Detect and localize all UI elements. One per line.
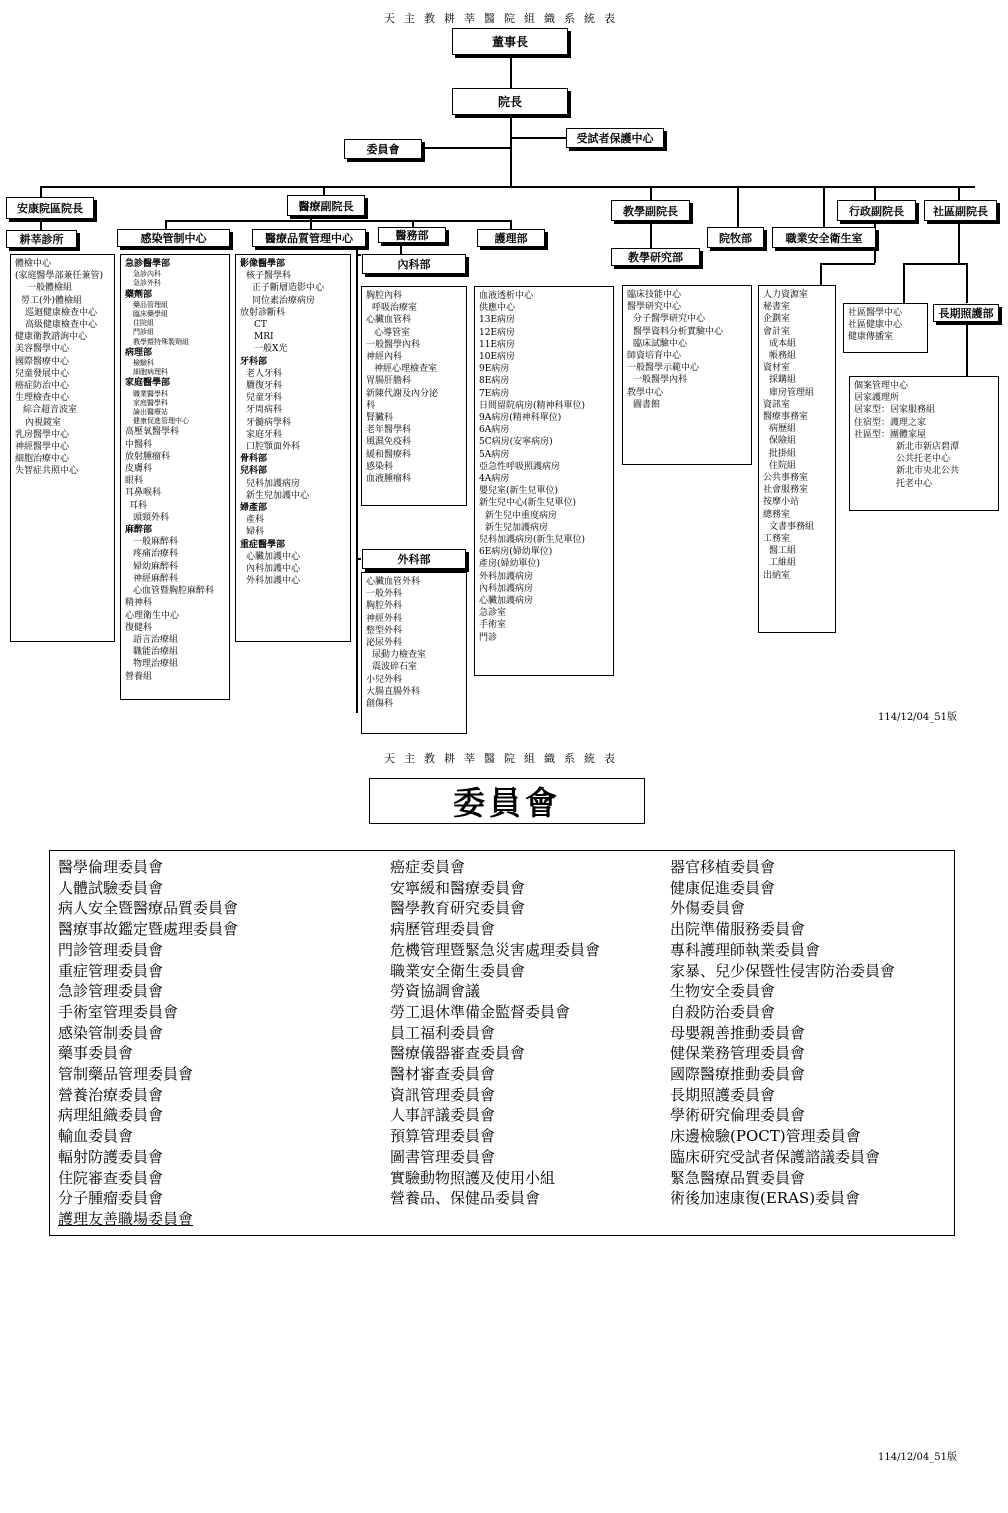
list-item: 小兒外科: [366, 674, 403, 685]
list-item: 4A病房: [479, 474, 510, 485]
list-item: 一般體檢組: [27, 283, 73, 294]
line: [650, 186, 652, 200]
list-item: 耳鼻喉科: [125, 488, 162, 499]
list-item: 頭頸外科: [133, 512, 170, 523]
line: [820, 263, 875, 265]
list-item: 兒科加護病房(新生兒單位): [479, 535, 586, 546]
committee-table: [49, 850, 955, 1236]
list-item: 一般醫學示範中心: [627, 363, 700, 374]
committee-item: 健康促進委員會: [670, 878, 776, 897]
surgery-list: [361, 572, 467, 734]
list-item: 國際醫療中心: [15, 356, 70, 367]
list-item: 胸腔內科: [366, 291, 403, 301]
committee-item: 自殺防治委員會: [670, 1002, 776, 1021]
committee-item: 病人安全暨醫療品質委員會: [58, 899, 239, 918]
list-item: 職業醫學科: [133, 389, 168, 398]
line: [510, 114, 512, 186]
list-item: 新北市新店碧潭: [896, 442, 960, 453]
list-item: 資材室: [763, 363, 791, 374]
committee-item: 醫療事故鑑定暨處理委員會: [58, 920, 239, 939]
list-item: 骨科部: [240, 454, 268, 465]
line: [958, 221, 960, 263]
list-item: 6E病房(婦幼單位): [479, 547, 553, 558]
medical-vp-box: 醫療副院長: [287, 195, 365, 216]
list-item: 眼科: [125, 476, 144, 487]
page-title: 天主教耕莘醫院組織系統表: [384, 12, 624, 25]
committee-item: 圖書管理委員會: [390, 1147, 496, 1166]
list-item: 綜合超音波室: [23, 405, 78, 416]
list-item: 婦幼麻醉科: [133, 561, 179, 572]
list-item: 疼痛治療科: [133, 549, 179, 560]
list-item: 臨床藥學組: [133, 310, 168, 319]
list-item: 泌尿外科: [366, 638, 403, 649]
list-item: 托老中心: [896, 478, 933, 489]
list-item: 臨床技能中心: [627, 290, 682, 300]
medical-affairs-box: 醫務部: [378, 227, 446, 243]
list-item: 生理檢查中心: [15, 393, 70, 404]
list-item: 胸腔外科: [366, 601, 403, 612]
list-item: 心臟加護病房: [479, 596, 534, 607]
list-item: 按摩小站: [763, 497, 800, 508]
list-item: 新生兒中重度病房: [485, 510, 558, 521]
line: [966, 263, 968, 303]
list-item: 住院組: [769, 460, 797, 471]
list-item: 社會服務室: [763, 485, 809, 496]
list-item: 檢驗科: [133, 359, 154, 368]
list-item: 兒科加護病房: [246, 478, 301, 489]
committee-item: 臨床研究受試者保護諮議委員會: [670, 1147, 881, 1166]
list-item: 採購組: [769, 375, 797, 386]
line: [40, 186, 975, 188]
list-item: 教學暨特殊製劑組: [133, 337, 189, 346]
list-item: 營養組: [125, 671, 153, 682]
list-item: 企劃室: [763, 314, 791, 325]
list-item: 工務室: [763, 534, 791, 545]
list-item: 口腔顎面外科: [246, 442, 301, 453]
list-item: 癌症防治中心: [15, 381, 70, 392]
list-item: 精神科: [125, 598, 153, 609]
teaching-vp-box: 教學副院長: [611, 200, 690, 221]
president-box: 院長: [452, 88, 568, 115]
list-item: 產房(婦幼單位): [479, 559, 541, 570]
list-item: 10E病房: [479, 352, 516, 363]
list-item: 科: [366, 400, 376, 411]
committee-item: 學術研究倫理委員會: [670, 1106, 806, 1125]
list-item: 保險組: [769, 436, 797, 447]
list-item: 師資培育中心: [627, 351, 682, 362]
line: [650, 221, 652, 248]
list-item: MRI: [254, 332, 274, 343]
line: [510, 55, 512, 88]
community-list: [843, 303, 928, 353]
line: [511, 137, 566, 139]
list-item: 批掛組: [769, 448, 797, 459]
list-item: 重症醫學部: [240, 539, 286, 550]
committee-item: 護理友善職場委員會: [58, 1209, 194, 1228]
list-item: 11E病房: [479, 339, 516, 350]
list-item: 社區健康中心: [848, 320, 903, 331]
list-item: 健康促進管理中心: [133, 417, 189, 426]
committee-item: 醫學教育研究委員會: [390, 899, 526, 918]
list-item: 供應中心: [479, 303, 516, 314]
list-item: 家庭牙科: [246, 429, 283, 440]
surgery-box: 外科部: [362, 549, 466, 569]
list-item: 牙科部: [240, 356, 268, 367]
list-item: 居家護理所: [854, 393, 900, 404]
committee-heading: 委員會: [369, 778, 645, 824]
committee-item: 家暴、兒少保暨性侵害防治委員會: [670, 961, 896, 980]
list-item: 內科加護病房: [479, 583, 534, 594]
list-item: 圖書館: [633, 399, 661, 410]
line: [958, 186, 960, 200]
committee-item: 母嬰親善推動委員會: [670, 1023, 806, 1042]
committee-item: 重症管理委員會: [58, 961, 164, 980]
list-item: 分子醫學研究中心: [633, 314, 706, 325]
list-item: 公共事務室: [763, 473, 809, 484]
list-item: 醫學資料分析實驗中心: [633, 326, 724, 337]
committee-item: 實驗動物照護及使用小組: [390, 1168, 556, 1187]
list-item: 美容醫學中心: [15, 344, 70, 355]
list-item: 醫學研究中心: [627, 302, 682, 313]
list-item: 創傷科: [366, 699, 394, 710]
committee-item: 安寧緩和醫療委員會: [390, 878, 526, 897]
list-item: 一般X光: [254, 344, 288, 355]
list-item: 急診內科: [133, 270, 161, 279]
list-item: 細胞病理科: [133, 368, 168, 377]
committee-item: 長期照護委員會: [670, 1085, 776, 1104]
committee-item: 術後加速康復(ERAS)委員會: [670, 1189, 861, 1208]
list-item: 老人牙科: [246, 368, 283, 379]
list-item: 內視鏡室: [25, 417, 62, 428]
list-item: 帳務組: [769, 351, 797, 362]
line: [310, 215, 312, 229]
list-item: 13E病房: [479, 315, 516, 326]
subject-protection-box: 受試者保護中心: [566, 128, 664, 148]
line: [966, 322, 968, 377]
committee-item: 專科護理師執業委員會: [670, 940, 821, 959]
version-label-2: 114/12/04_51版: [878, 1452, 957, 1463]
list-item: 6A病房: [479, 425, 510, 436]
teaching-list: [622, 285, 752, 465]
list-item: 血液腫瘤科: [366, 474, 412, 485]
longterm-box: 長期照護部: [933, 304, 999, 322]
list-item: 心臟加護中心: [246, 551, 301, 562]
committee-item: 分子腫瘤委員會: [58, 1189, 164, 1208]
list-item: 心臟血管外科: [366, 577, 421, 587]
committee-item: 預算管理委員會: [390, 1127, 496, 1146]
committee-item: 輻射防護委員會: [58, 1147, 164, 1166]
committee-item: 手術室管理委員會: [58, 1002, 179, 1021]
list-item: 胃腸肝膽科: [366, 376, 412, 387]
committee-item: 營養治療委員會: [58, 1085, 164, 1104]
list-item: 整型外科: [366, 625, 403, 636]
list-item: 醫療事務室: [763, 412, 809, 423]
list-item: 文書事務組: [769, 521, 815, 532]
list-item: 腎臟科: [366, 413, 394, 424]
list-item: 影像醫學部: [240, 259, 286, 269]
list-item: 體檢中心: [15, 259, 52, 269]
list-item: 震波碎石室: [372, 662, 418, 673]
committee-item: 住院審查委員會: [58, 1168, 164, 1187]
list-item: 心導管室: [374, 327, 411, 338]
list-item: 個案管理中心: [854, 381, 909, 391]
committee-item: 病歷管理委員會: [390, 920, 496, 939]
page-title-2: 天主教耕莘醫院組織系統表: [384, 752, 624, 765]
list-item: 公共托老中心: [896, 454, 951, 465]
list-item: 住宿型：護理之家: [854, 417, 927, 428]
list-item: 巡迴健康檢查中心: [25, 307, 98, 318]
list-item: 亞急性呼吸照護病房: [479, 461, 561, 472]
list-item: 心臟血管科: [366, 315, 412, 326]
admin-vp-box: 行政副院長: [837, 200, 916, 221]
list-item: 醫工組: [769, 546, 797, 557]
list-item: 5C病房(安寧病房): [479, 437, 553, 448]
line: [737, 186, 739, 227]
list-item: 同位素治療病房: [252, 295, 316, 306]
committee-item: 醫學倫理委員會: [58, 858, 164, 876]
list-item: 健康傳播室: [848, 332, 894, 343]
line: [823, 186, 825, 227]
admin-list: [758, 285, 836, 633]
list-item: 藥劑部: [125, 289, 153, 300]
list-item: 住院組: [133, 319, 154, 328]
committee-item: 器官移植委員會: [670, 858, 776, 876]
committee-item: 員工福利委員會: [390, 1023, 496, 1042]
committee-item: 人事評議委員會: [390, 1106, 496, 1125]
list-item: 神經麻醉科: [133, 573, 179, 584]
list-item: 大腸直腸外科: [366, 686, 421, 697]
list-item: 家庭醫學部: [125, 378, 171, 389]
list-item: 新生兒加護病房: [485, 522, 549, 533]
list-item: 急診醫學部: [125, 259, 171, 269]
committee-item: 營養品、保健品委員會: [390, 1189, 541, 1208]
list-item: 職能治療組: [133, 647, 179, 658]
teaching-research-box: 教學研究部: [611, 248, 700, 266]
chairman-box: 董事長: [452, 28, 568, 55]
committee-column-2: [390, 857, 600, 1209]
list-item: 感染科: [366, 461, 394, 472]
committee-item: 醫療儀器審查委員會: [390, 1044, 526, 1063]
line: [820, 263, 822, 285]
committee-item: 出院準備服務委員會: [670, 920, 806, 939]
gengshen-clinic-box: 耕莘診所: [6, 230, 77, 248]
committee-item: 職業安全衛生委員會: [390, 961, 526, 980]
list-item: 贗復牙科: [246, 381, 283, 392]
list-item: 一般醫學內科: [633, 375, 688, 386]
committee-item: 健保業務管理委員會: [670, 1044, 806, 1063]
nursing-list: [474, 286, 614, 676]
list-item: 手術室: [479, 620, 507, 631]
list-item: (家庭醫學部兼任兼管): [15, 271, 104, 282]
list-item: 心血管暨胸腔麻醉科: [133, 586, 215, 597]
list-item: 外科加護中心: [246, 576, 301, 587]
committee-item: 病理組織委員會: [58, 1106, 164, 1125]
committee-item: 急診管理委員會: [58, 982, 164, 1001]
ankang-vp-box: 安康院區院長: [6, 197, 94, 219]
list-item: 居家型：居家服務組: [854, 405, 936, 416]
col3-list: [235, 254, 351, 642]
committee-item: 資訊管理委員會: [390, 1085, 496, 1104]
list-item: 放射診斷科: [240, 307, 286, 318]
list-item: 7E病房: [479, 388, 510, 399]
list-item: 復健科: [125, 622, 153, 633]
list-item: 9A病房(精神科單位): [479, 413, 562, 424]
list-item: 8E病房: [479, 376, 510, 387]
committee-column-1: [58, 857, 238, 1230]
community-vp-box: 社區副院長: [924, 200, 997, 221]
internal-list: [361, 286, 467, 506]
col2-list: [120, 254, 230, 700]
committee-item: 生物安全委員會: [670, 982, 776, 1001]
list-item: 新生兒中心(新生兒單位): [479, 498, 577, 509]
list-item: 庫房管理組: [769, 387, 815, 398]
list-item: 放射腫瘤科: [125, 451, 171, 462]
list-item: 社區型：團體家屋: [854, 429, 927, 440]
committee-item: 門診管理委員會: [58, 940, 164, 959]
list-item: 高級健康檢查中心: [25, 320, 98, 331]
committee-item: 感染管制委員會: [58, 1023, 164, 1042]
list-item: 產科: [246, 515, 265, 526]
committee-item: 緊急醫療品質委員會: [670, 1168, 806, 1187]
list-item: 牙髓病學科: [246, 417, 292, 428]
committee-item: 管制藥品管理委員會: [58, 1065, 194, 1084]
longterm-list: [849, 376, 999, 511]
list-item: 兒科部: [240, 466, 268, 477]
list-item: 呼吸治療室: [372, 303, 418, 314]
list-item: 資訊室: [763, 399, 791, 410]
list-item: 一般外科: [366, 589, 403, 600]
list-item: 婦科: [246, 527, 265, 538]
list-item: 外科加護病房: [479, 571, 534, 582]
list-item: 新生兒加護中心: [246, 490, 310, 501]
list-item: 高壓氧醫學科: [125, 427, 180, 438]
list-item: 緩和醫療科: [366, 449, 412, 460]
committee-box: 委員會: [344, 139, 422, 159]
list-item: 人力資源室: [763, 290, 809, 300]
list-item: 總務室: [763, 509, 791, 520]
committee-item: 醫材審查委員會: [390, 1065, 496, 1084]
line: [356, 241, 358, 713]
list-item: 語言治療組: [133, 634, 179, 645]
committee-item: 勞工退休準備金監督委員會: [390, 1002, 571, 1021]
list-item: 內科加護中心: [246, 564, 301, 575]
list-item: 耳科: [129, 500, 148, 511]
list-item: 神經醫學中心: [15, 442, 70, 453]
committee-item: 床邊檢驗(POCT)管理委員會: [670, 1127, 861, 1146]
list-item: 新北市央北公共: [896, 466, 960, 477]
list-item: 皮膚科: [125, 464, 153, 475]
pastoral-box: 院牧部: [707, 227, 764, 248]
safety-box: 職業安全衛生室: [772, 227, 876, 248]
list-item: 牙周病科: [246, 405, 283, 416]
list-item: 心理衛生中心: [125, 610, 180, 621]
clinic-list: [10, 254, 115, 642]
list-item: 一般醫學內科: [366, 339, 421, 350]
list-item: 細胞治療中心: [15, 454, 70, 465]
list-item: 一般麻醉科: [133, 537, 179, 548]
quality-box: 醫療品質管理中心: [252, 229, 366, 247]
committee-item: 藥事委員會: [58, 1044, 134, 1063]
committee-item: 輸血委員會: [58, 1127, 134, 1146]
line: [356, 254, 361, 256]
list-item: 兒童發展中心: [15, 368, 70, 379]
list-item: 5A病房: [479, 449, 510, 460]
line: [356, 558, 361, 560]
list-item: CT: [254, 320, 267, 331]
list-item: 門診組: [133, 328, 154, 337]
nursing-box: 護理部: [477, 229, 545, 247]
line: [165, 220, 510, 222]
list-item: 老年醫學科: [366, 425, 412, 436]
list-item: 論出醫療站: [133, 408, 168, 417]
line: [874, 186, 876, 200]
list-item: 婦產部: [240, 503, 268, 514]
list-item: 秘書室: [763, 302, 791, 313]
list-item: 9E病房: [479, 364, 510, 375]
list-item: 核子醫學科: [246, 271, 292, 282]
list-item: 嬰兒室(新生兒單位): [479, 486, 559, 497]
list-item: 成本組: [769, 338, 797, 349]
list-item: 中醫科: [125, 439, 153, 450]
committee-item: 國際醫療推動委員會: [670, 1065, 806, 1084]
list-item: 神經心理檢查室: [374, 364, 438, 375]
internal-med-box: 內科部: [362, 254, 466, 274]
list-item: 正子斷層造影中心: [252, 283, 325, 294]
list-item: 神經內科: [366, 352, 403, 363]
list-item: 病歷組: [769, 424, 797, 435]
list-item: 尿動力檢查室: [372, 650, 427, 661]
list-item: 臨床試驗中心: [633, 338, 688, 349]
list-item: 健康衛教諮詢中心: [15, 332, 88, 343]
list-item: 乳房醫學中心: [15, 429, 70, 440]
infection-box: 感染管制中心: [117, 229, 230, 247]
committee-item: 癌症委員會: [390, 858, 466, 876]
list-item: 兒童牙科: [246, 393, 283, 404]
list-item: 勞工(外)體檢組: [21, 295, 83, 306]
list-item: 日間留院病房(精神科單位): [479, 400, 586, 411]
list-item: 血液透析中心: [479, 291, 534, 301]
list-item: 會計室: [763, 326, 791, 337]
list-item: 麻醉部: [125, 525, 153, 536]
committee-item: 外傷委員會: [670, 899, 746, 918]
version-label: 114/12/04_51版: [878, 712, 957, 723]
list-item: 急診室: [479, 608, 507, 619]
list-item: 新陳代謝及內分泌: [366, 388, 439, 399]
list-item: 失智症共照中心: [15, 466, 79, 477]
list-item: 工維組: [769, 558, 797, 569]
line: [903, 263, 905, 303]
list-item: 風濕免疫科: [366, 437, 412, 448]
list-item: 社區醫學中心: [848, 308, 903, 318]
list-item: 12E病房: [479, 327, 516, 338]
list-item: 物理治療組: [133, 659, 179, 670]
line: [903, 263, 967, 265]
list-item: 神經外科: [366, 613, 403, 624]
list-item: 教學中心: [627, 387, 664, 398]
committee-column-3: [670, 857, 895, 1209]
committee-item: 勞資協調會議: [390, 982, 481, 1001]
list-item: 家庭醫學科: [133, 398, 168, 407]
committee-item: 人體試驗委員會: [58, 878, 164, 897]
list-item: 急診外科: [133, 279, 161, 288]
list-item: 藥品管理組: [133, 300, 168, 309]
list-item: 病理部: [125, 347, 153, 358]
list-item: 門診: [479, 632, 498, 643]
list-item: 出納室: [763, 570, 791, 581]
committee-item: 危機管理暨緊急災害處理委員會: [390, 940, 601, 959]
